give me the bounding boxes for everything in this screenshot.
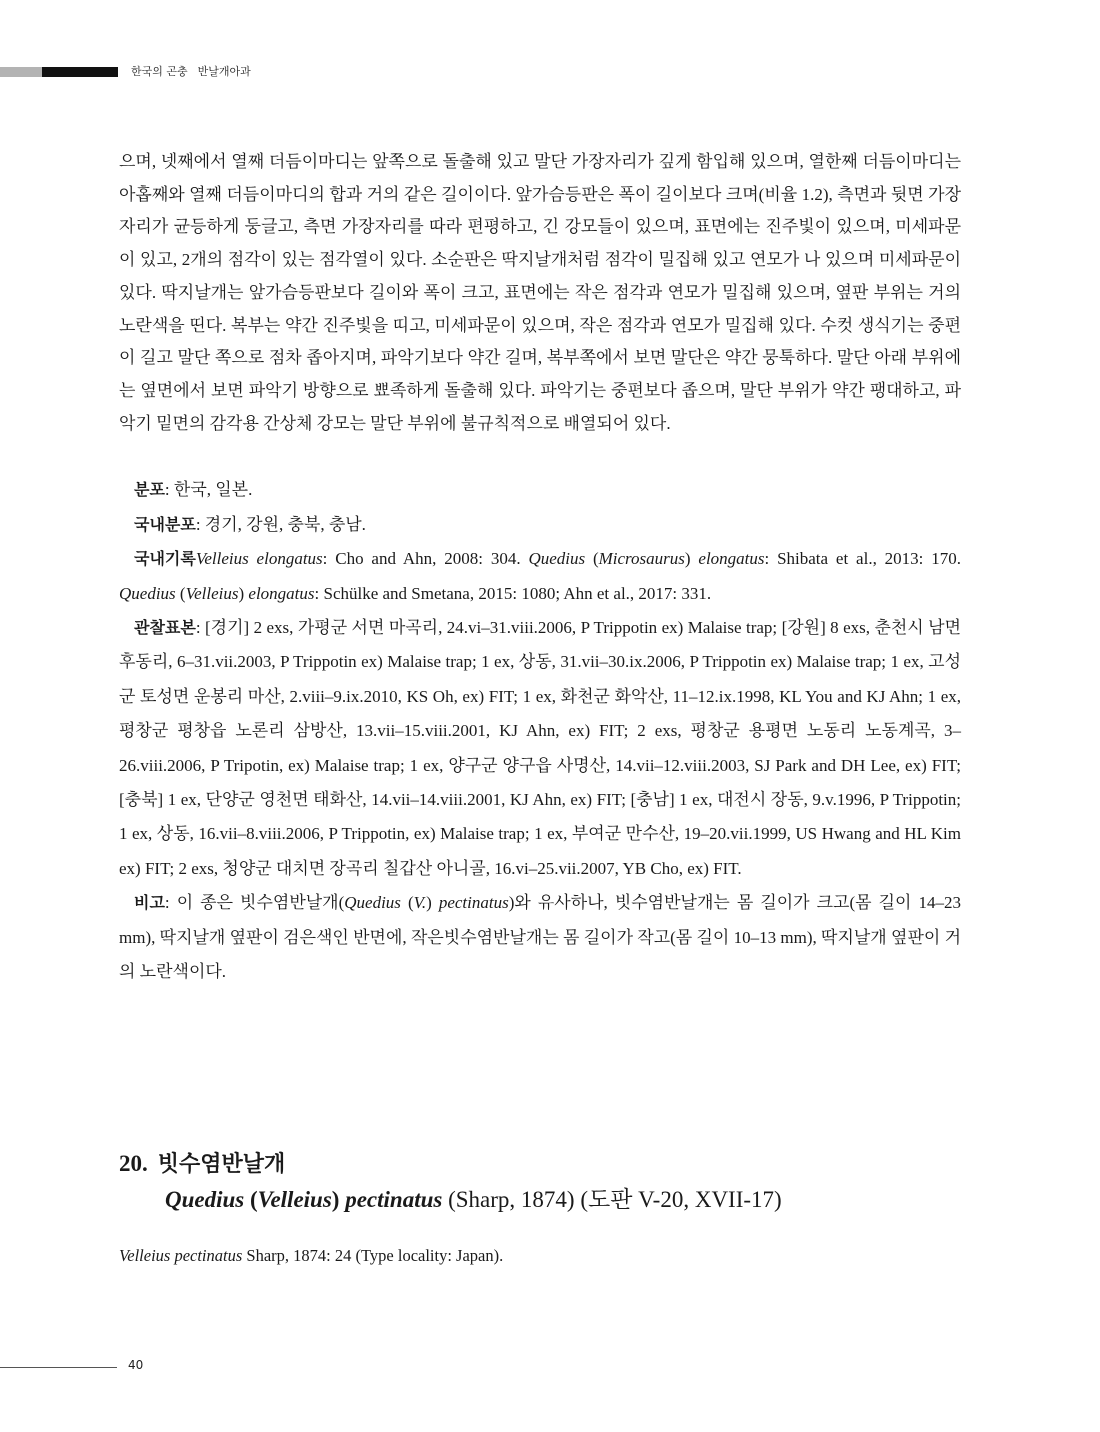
species-genus: Quedius — [165, 1187, 245, 1212]
species-korean-name: 빗수염반날개 — [157, 1152, 286, 1177]
species-plate: (도판 V-20, XVII-17) — [580, 1187, 782, 1212]
record-name: Velleius elongatus — [195, 549, 323, 569]
species-scientific-name: Quedius (Velleius) pectinatus (Sharp, 1874) (도판 V-20, XVII-17) — [165, 1187, 782, 1212]
remarks-text: )와 유사하나, 빗수염반날개는 몸 길이가 크고(몸 길이 14–23 mm), 딱지날개 옆판이 검은색인 반면에, 작은빗수염반날개는 몸 길이가 작고(몸 길이 10–13 mm), 딱지날개 옆판이 거의 노란색이다. — [119, 893, 961, 982]
remarks-subgenus: V. — [413, 893, 427, 913]
remarks — [119, 886, 961, 989]
species-epithet: pectinatus — [345, 1187, 443, 1212]
specimens — [119, 611, 961, 886]
species-number: 20. — [119, 1151, 148, 1176]
distribution-text: : 한국, 일본. — [164, 480, 253, 500]
record-genus: Quedius — [528, 549, 586, 569]
book-title: 한국의 곤충 — [131, 65, 188, 78]
remarks-species: pectinatus — [438, 893, 509, 913]
remarks-label: 비고 — [134, 893, 165, 913]
record-species: elongatus — [248, 583, 315, 603]
record-species: elongatus — [698, 549, 765, 569]
record-text: : Shibata et al., 2013: 170. — [764, 549, 961, 569]
running-header — [131, 63, 251, 79]
spacer — [119, 440, 961, 473]
korea-distribution-label: 국내분포 — [134, 514, 196, 534]
distribution-label: 분포 — [134, 480, 165, 500]
main-content — [119, 146, 961, 989]
korea-records-label: 국내기록 — [134, 549, 196, 569]
section-title: 반날개아과 — [197, 65, 251, 78]
remarks-text: : 이 종은 빗수염반날개( — [164, 893, 345, 913]
species-author: (Sharp, 1874) — [448, 1187, 575, 1212]
synonym-name: Velleius pectinatus — [119, 1246, 243, 1265]
synonym-text: Sharp, 1874: 24 (Type locality: Japan). — [242, 1246, 504, 1265]
record-genus: Quedius — [119, 583, 176, 603]
description-paragraph: 으며, 넷째에서 열째 더듬이마디는 앞쪽으로 돌출해 있고 말단 가장자리가 깊게 함입해 있으며, 열한째 더듬이마디는 아홉째와 열째 더듬이마디의 합과 거의 같은 길이이다. 앞가슴등판은 폭이 길이보다 크며(비율 1.2), 측면과 뒷면 가장자리가 균등하게 둥글고, 측면 가장자리를 따라 편평하고, 긴 강모들이 있으며, 표면에는 진주빛이 있으며, 미세파문이 있고, 2개의 점각이 있는 점각열이 있다. 소순판은 딱지날개처럼 점각이 밀집해 있고 연모가 나 있으며 미세파문이 있다. 딱지날개는 앞가슴등판보다 길이와 폭이 크고, 표면에는 작은 점각과 연모가 밀집해 있으며, 옆판 부위는 거의 노란색을 띤다. 복부는 약간 진주빛을 띠고, 미세파문이 있으며, 작은 점각과 연모가 밀집해 있다. 수컷 생식기는 중편이 길고 말단 쪽으로 점차 좁아지며, 파악기보다 약간 길며, 복부쪽에서 보면 말단은 약간 뭉툭하다. 말단 아래 부위에는 옆면에서 보면 파악기 방향으로 뾰족하게 돌출해 있다. 파악기는 중편보다 좁으며, 말단 부위가 약간 팽대하고, 파악기 밑면의 감각용 간상체 강모는 말단 부위에 불규칙적으로 배열되어 있다. — [119, 152, 961, 433]
synonym-line — [119, 1246, 503, 1266]
remarks-text: ) — [426, 893, 439, 913]
header-bar-black — [42, 67, 118, 77]
remarks-text: ( — [400, 893, 414, 913]
species-subgenus: Velleius — [257, 1187, 332, 1212]
record-text: : Cho and Ahn, 2008: 304. — [322, 549, 529, 569]
record-subgenus: Microsaurus — [598, 549, 685, 569]
specimens-label: 관찰표본 — [134, 617, 196, 637]
header-bar-gray — [0, 67, 42, 77]
page-number: 40 — [128, 1358, 144, 1372]
footer-rule — [0, 1367, 117, 1368]
species-heading — [119, 1147, 285, 1178]
record-text: : Schülke and Smetana, 2015: 1080; Ahn et al., 2017: 331. — [314, 583, 712, 603]
korea-distribution — [119, 508, 961, 542]
distribution — [119, 473, 961, 507]
korea-records: 국내기록Velleius elongatus: Cho and Ahn, 2008: 304. Quedius (Microsaurus) elongatus: Shibata et al., 2013: 170. Quedius (Velleius) elongatus: Schülke and Smetana, 2015: 1080; Ahn et al., 2017: 331. — [119, 549, 961, 603]
korea-distribution-text: : 경기, 강원, 충북, 충남. — [195, 514, 366, 534]
specimens-text: : [경기] 2 exs, 가평군 서면 마곡리, 24.vi–31.viii.2006, P Trippotin ex) Malaise trap; [강원] 8 exs, 춘천시 남면 후동리, 6–31.vii.2003, P Trippotin ex) Malaise trap; 1 ex, 상동, 31.vii–30.ix.2006, P Trippotin ex) Malaise trap; 1 ex, 고성군 토성면 운봉리 마산, 2.viii–9.ix.2010, KS Oh, ex) FIT; 1 ex, 화천군 화악산, 11–12.ix.1998, KL You and KJ Ahn; 1 ex, 평창군 평창읍 노론리 삼방산, 13.vii–15.viii.2001, KJ Ahn, ex) FIT; 2 exs, 평창군 용평면 노동리 노동계곡, 3–26.viii.2006, P Tripotin, ex) Malaise trap; 1 ex, 양구군 양구읍 사명산, 14.vii–12.viii.2003, SJ Park and DH Lee, ex) FIT; [충북] 1 ex, 단양군 영천면 태화산, 14.vii–14.viii.2001, KJ Ahn, ex) FIT; [충남] 1 ex, 대전시 장동, 9.v.1996, P Trippotin; 1 ex, 상동, 16.vii–8.viii.2006, P Trippotin, ex) Malaise trap; 1 ex, 부여군 만수산, 19–20.vii.1999, US Hwang and HL Kim ex) FIT; 2 exs, 청양군 대치면 장곡리 칠갑산 아니골, 16.vi–25.vii.2007, YB Cho, ex) FIT. — [119, 617, 961, 878]
record-subgenus: Velleius — [185, 583, 239, 603]
remarks-genus: Quedius — [344, 893, 401, 913]
